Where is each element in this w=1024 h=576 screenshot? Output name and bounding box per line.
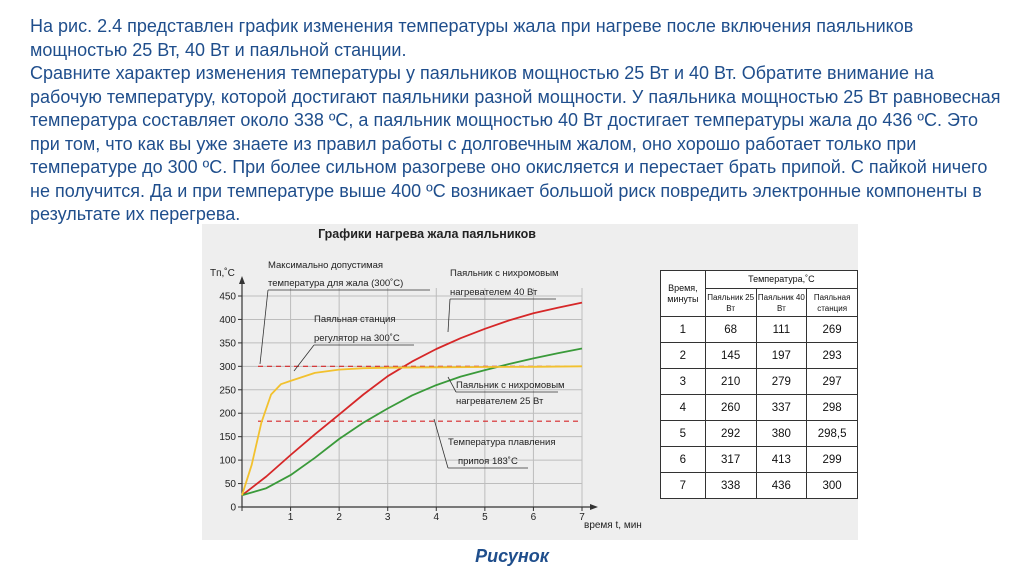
annotation-label: припоя 183˚С [458, 456, 518, 467]
table-header-temp: Температура,˚С [705, 271, 857, 289]
table-cell: 197 [756, 343, 807, 369]
table-header-time: Время, минуты [661, 271, 706, 317]
table-cell: 260 [705, 395, 756, 421]
x-tick-label: 3 [384, 512, 391, 523]
annotation-label: температура для жала (300˚С) [268, 278, 404, 289]
table-cell: 293 [807, 343, 858, 369]
table-cell: 269 [807, 317, 858, 343]
paragraph-1: На рис. 2.4 представлен график изменения температуры жала при нагреве после включения паяльников мощностью 25 Вт, 40 Вт и паяльной станции. [30, 16, 914, 60]
table-cell: 7 [661, 473, 706, 499]
y-tick-label: 400 [219, 314, 236, 326]
y-tick-label: 300 [219, 361, 236, 373]
x-tick-label: 2 [336, 512, 342, 523]
y-tick-label: 0 [230, 502, 236, 514]
annotation-leader [260, 290, 268, 364]
annotation-leader [294, 345, 314, 371]
table-row [661, 317, 858, 343]
table-row [661, 369, 858, 395]
y-tick-label: 100 [219, 455, 236, 467]
x-tick-label: 7 [579, 512, 585, 523]
annotation-label: Паяльник с нихромовым [450, 268, 559, 279]
table-row [661, 421, 858, 447]
y-tick-label: 50 [224, 479, 236, 491]
table-subheader: Паяльная станция [807, 289, 858, 317]
y-tick-label: 150 [219, 432, 236, 444]
table-cell: 299 [807, 447, 858, 473]
figure-caption: Рисунок [475, 546, 549, 566]
table-cell: 300 [807, 473, 858, 499]
y-axis-label: Tп,˚С [210, 268, 235, 279]
x-tick-label: 5 [482, 512, 488, 523]
table-cell: 292 [705, 421, 756, 447]
table-row [661, 343, 858, 369]
table-cell: 2 [661, 343, 706, 369]
table-cell: 111 [756, 317, 807, 343]
table-cell: 436 [756, 473, 807, 499]
y-tick-label: 250 [219, 385, 236, 397]
table-subheader: Паяльник 25 Вт [705, 289, 756, 317]
y-tick-label: 450 [219, 291, 236, 303]
table-cell: 317 [705, 447, 756, 473]
table-cell: 210 [705, 369, 756, 395]
table-cell: 298,5 [807, 421, 858, 447]
annotation-label: Паяльник с нихромовым [456, 380, 565, 391]
chart-title: Графики нагрева жала паяльников [318, 227, 536, 241]
table-cell: 297 [807, 369, 858, 395]
table-cell: 413 [756, 447, 807, 473]
description-text [30, 15, 1005, 227]
table-cell: 68 [705, 317, 756, 343]
table-cell: 337 [756, 395, 807, 421]
x-tick-label: 6 [530, 512, 537, 523]
figure [202, 224, 858, 540]
y-axis-arrow-icon [239, 276, 245, 284]
table-row [661, 447, 858, 473]
table-cell: 5 [661, 421, 706, 447]
annotation-label: Максимально допустимая [268, 260, 384, 271]
temperature-table [660, 270, 858, 499]
x-axis-arrow-icon [590, 504, 598, 510]
x-axis-label: время t, мин [584, 520, 642, 531]
y-tick-label: 200 [219, 408, 236, 420]
table-cell: 1 [661, 317, 706, 343]
y-tick-label: 350 [219, 338, 236, 350]
annotation-label: Паяльная станция [314, 314, 396, 325]
table-row [661, 473, 858, 499]
annotation-label: Температура плавления [448, 437, 556, 448]
table-row [661, 395, 858, 421]
paragraph-2: Сравните характер изменения температуры у паяльников мощностью 25 Вт и 40 Вт. Обратите внимание на рабочую температуру, которой достигают паяльники разной мощности. У паяльника мощностью 25 Вт равновесная температура составляет около 338 ºС, а паяльник мощностью 40 Вт достигает температуры жала до 436 ºС. Это при том, что как вы уже знаете из правил работы с долговечным жалом, оно хорошо работает только при температуре до 300 ºС. При более сильном разогреве оно окисляется и перестает брать припой. С пайкой ничего не получится. Да и при температуре выше 400 ºС возникает большой риск повредить электронные компоненты в результате их перегрева. [30, 63, 1001, 224]
table-cell: 3 [661, 369, 706, 395]
table-cell: 6 [661, 447, 706, 473]
annotation-leader [448, 299, 450, 332]
annotation-label: нагревателем 25 Вт [456, 396, 544, 407]
x-tick-label: 1 [287, 512, 294, 523]
annotation-label: нагревателем 40 Вт [450, 287, 538, 298]
table-cell: 279 [756, 369, 807, 395]
table-cell: 4 [661, 395, 706, 421]
table-cell: 380 [756, 421, 807, 447]
x-tick-label: 4 [433, 512, 440, 523]
series-line [242, 349, 582, 496]
table-cell: 338 [705, 473, 756, 499]
annotation-label: регулятор на 300˚С [314, 333, 400, 344]
table-cell: 145 [705, 343, 756, 369]
table-subheader: Паяльник 40 Вт [756, 289, 807, 317]
table-cell: 298 [807, 395, 858, 421]
